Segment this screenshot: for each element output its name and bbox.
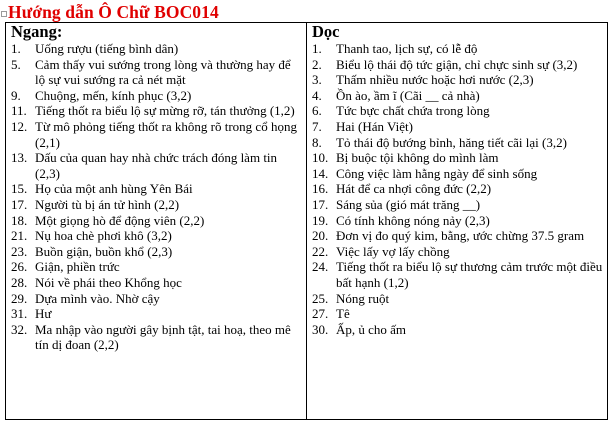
clue-item <box>11 57 303 88</box>
clue-number: 15. <box>11 181 28 197</box>
clue-item <box>11 291 303 307</box>
page-title: Hướng dẫn Ô Chữ BOC014 <box>8 2 219 22</box>
text-box-anchor-icon <box>1 11 7 17</box>
clue-text: Ấp, ủ cho ấm <box>336 321 407 337</box>
clue-text: Từ mô phỏng tiếng thốt ra không rõ trong cổ họng (2,1) <box>35 118 297 150</box>
clue-number: 29. <box>11 290 28 306</box>
clue-text: Nói về phái theo Khổng học <box>35 274 182 290</box>
clue-item <box>312 228 604 244</box>
clue-text: Họ của một anh hùng Yên Bái <box>35 181 193 197</box>
clue-item <box>11 181 303 197</box>
clue-text: Hai (Hán Việt) <box>336 118 413 134</box>
clue-text: Dấu của quan hay nhà chức trách đóng làm tin (2,3) <box>35 150 278 181</box>
clue-number: 3. <box>312 72 322 88</box>
clue-number: 24. <box>312 259 329 275</box>
clue-number: 21. <box>11 228 28 244</box>
across-heading: Ngang: <box>11 22 63 41</box>
clue-text: Uống rượu (tiếng bình dân) <box>35 41 179 56</box>
clue-item <box>312 197 604 213</box>
clue-text: Có tính không nóng nảy (2,3) <box>336 212 490 228</box>
clue-number: 5. <box>11 56 21 72</box>
clue-text: Bị buộc tội không do mình làm <box>336 150 499 166</box>
clue-item <box>11 88 303 104</box>
clue-number: 28. <box>11 274 28 290</box>
clue-item <box>11 228 303 244</box>
clue-text: Hư <box>35 306 52 322</box>
clue-item <box>11 41 303 57</box>
clue-number: 19. <box>312 212 329 228</box>
clue-item <box>312 166 604 182</box>
clue-item <box>11 119 303 150</box>
clue-item <box>11 197 303 213</box>
clue-number: 8. <box>312 134 322 150</box>
clue-text: Ma nhập vào người gây bịnh tật, tai hoạ, theo mê tín dị đoan (2,2) <box>35 321 291 353</box>
clue-number: 26. <box>11 259 28 275</box>
clue-number: 17. <box>11 196 28 212</box>
clue-text: Buồn giận, buồn khổ (2,3) <box>35 243 173 259</box>
across-column <box>11 22 303 353</box>
clue-item <box>11 275 303 291</box>
clue-text: Sáng sủa (gió mát trăng __) <box>336 196 481 212</box>
clue-number: 31. <box>11 306 28 322</box>
clue-item <box>312 88 604 104</box>
clue-text: Thanh tao, lịch sự, có lễ độ <box>336 41 478 56</box>
clue-text: Thấm nhiều nước hoặc hơi nước (2,3) <box>336 72 534 88</box>
clue-text: Hát để ca nhợi công đức (2,2) <box>336 181 492 197</box>
clue-text: Một giọng hò để động viên (2,2) <box>35 212 205 228</box>
clue-item <box>11 150 303 181</box>
clue-number: 1. <box>312 41 322 56</box>
clue-item <box>11 213 303 229</box>
clue-number: 6. <box>312 103 322 119</box>
clue-item <box>312 181 604 197</box>
clue-item <box>11 103 303 119</box>
clue-item <box>312 135 604 151</box>
clue-number: 17. <box>312 196 329 212</box>
clue-number: 23. <box>11 243 28 259</box>
clue-text: Cảm thấy vui sướng trong lòng và thường hay để lộ sự vui sướng ra cả nét mặt <box>35 56 291 88</box>
down-clue-list <box>312 41 604 337</box>
clue-text: Tức bực chất chứa trong lòng <box>336 103 490 119</box>
clue-item <box>312 259 604 290</box>
clue-number: 7. <box>312 118 322 134</box>
down-heading: Dọc <box>312 22 340 41</box>
clue-number: 9. <box>11 87 21 103</box>
clue-text: Biểu lộ thái độ tức giận, chỉ chực sinh sự (3,2) <box>336 56 578 72</box>
clue-number: 1. <box>11 41 21 56</box>
clue-item <box>312 57 604 73</box>
clue-number: 18. <box>11 212 28 228</box>
clue-item <box>11 244 303 260</box>
clue-number: 16. <box>312 181 329 197</box>
clue-number: 10. <box>312 150 329 166</box>
clue-text: Giận, phiền trức <box>35 259 120 275</box>
clue-text: Nụ hoa chè phơi khô (3,2) <box>35 228 172 244</box>
clue-number: 4. <box>312 87 322 103</box>
clue-item <box>312 119 604 135</box>
clue-item <box>11 322 303 353</box>
clue-text: Việc lấy vợ lấy chồng <box>336 243 450 259</box>
clue-item <box>312 244 604 260</box>
clue-text: Dựa mình vào. Nhờ cậy <box>35 290 160 306</box>
clue-item <box>11 259 303 275</box>
clue-number: 25. <box>312 290 329 306</box>
clue-text: Tê <box>336 306 350 322</box>
clue-number: 11. <box>11 103 27 119</box>
clue-number: 27. <box>312 306 329 322</box>
clue-item <box>312 103 604 119</box>
clue-text: Tiếng thốt ra biểu lộ sự mừng rỡ, tán thưởng (1,2) <box>35 103 295 119</box>
clue-number: 20. <box>312 228 329 244</box>
clue-item <box>312 213 604 229</box>
clue-text: Chuộng, mến, kính phục (3,2) <box>35 87 192 103</box>
clue-text: Tiếng thốt ra biểu lộ sự thương cảm trước một điều bất hạnh (1,2) <box>336 259 603 290</box>
clue-text: Ồn ào, ầm ĩ (Cãi __ cả nhà) <box>336 87 480 103</box>
clue-text: Đơn vị đo quý kim, bằng, ước chừng 37.5 gram <box>336 228 585 244</box>
across-clue-list <box>11 41 303 353</box>
clue-number: 22. <box>312 243 329 259</box>
clue-number: 2. <box>312 56 322 72</box>
clue-text: Tỏ thái độ bướng bỉnh, hăng tiết cãi lại (3,2) <box>336 134 567 150</box>
clue-item <box>312 306 604 322</box>
column-divider <box>306 22 307 420</box>
clue-text: Người tù bị án tử hình (2,2) <box>35 196 180 212</box>
clue-item <box>312 72 604 88</box>
clue-number: 32. <box>11 321 28 337</box>
clue-item <box>312 41 604 57</box>
clue-item <box>312 150 604 166</box>
down-column <box>312 22 604 337</box>
clue-number: 30. <box>312 321 329 337</box>
clue-text: Nóng ruột <box>336 290 390 306</box>
clue-item <box>312 322 604 338</box>
clue-number: 13. <box>11 150 28 166</box>
clue-item <box>312 291 604 307</box>
clue-number: 14. <box>312 165 329 181</box>
clue-text: Công việc làm hằng ngày để sinh sống <box>336 165 538 181</box>
clue-number: 12. <box>11 118 28 134</box>
clue-item <box>11 306 303 322</box>
